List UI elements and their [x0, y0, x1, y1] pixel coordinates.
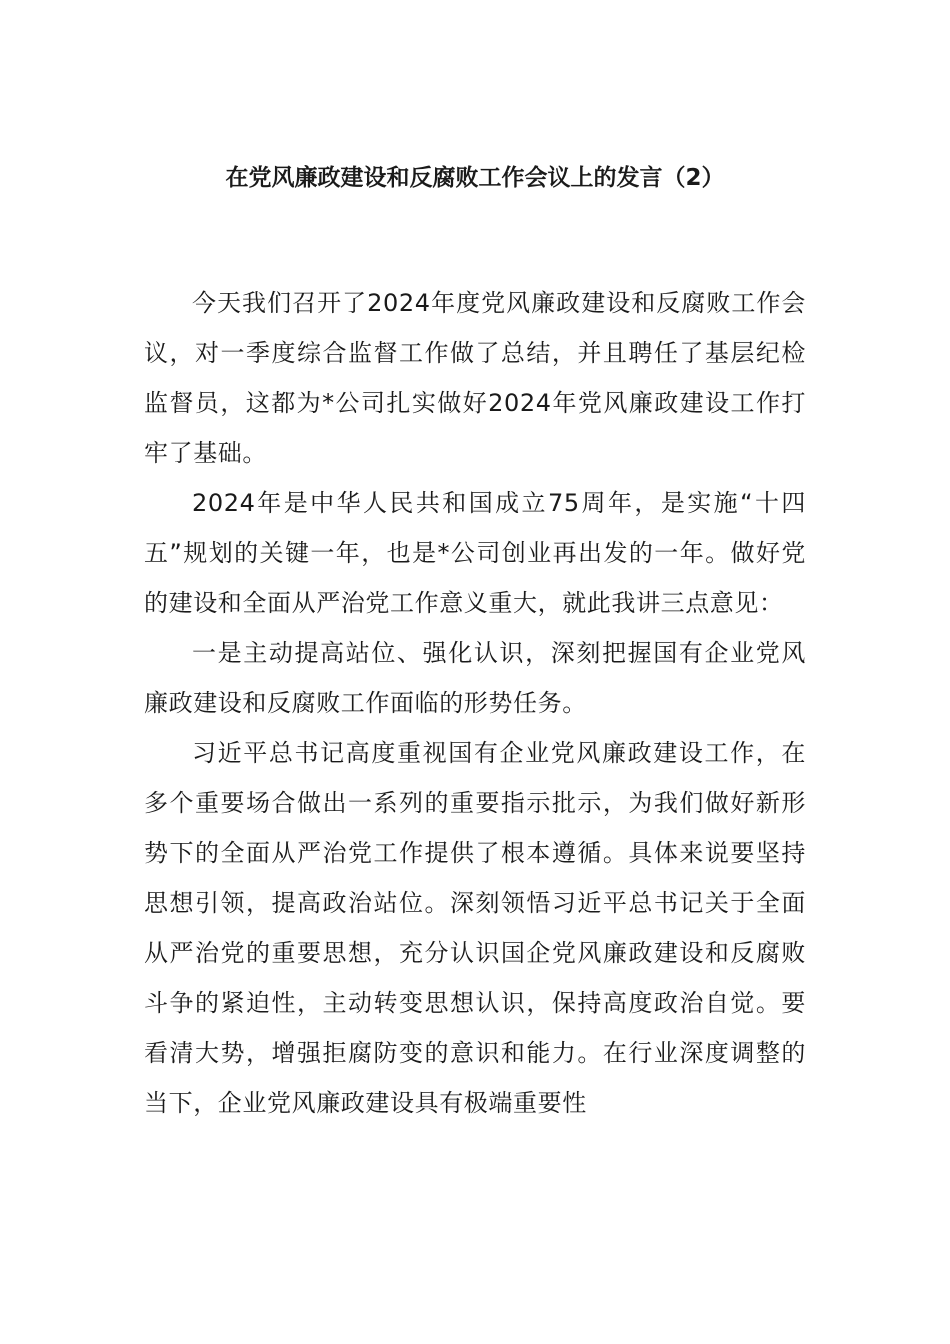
paragraph-4: 习近平总书记高度重视国有企业党风廉政建设工作，在多个重要场合做出一系列的重要指示批示，为我们做好新形势下的全面从严治党工作提供了根本遵循。具体来说要坚持思想引领，提高政治站位。深刻领悟习近平总书记关于全面从严治党的重要思想，充分认识国企党风廉政建设和反腐败斗争的紧迫性，主动转变思想认识，保持高度政治自觉。要看清大势，增强拒腐防变的意识和能力。在行业深度调整的当下，企业党风廉政建设具有极端重要性 [144, 739, 806, 1117]
paragraph-1: 今天我们召开了2024年度党风廉政建设和反腐败工作会议，对一季度综合监督工作做了总结，并且聘任了基层纪检监督员，这都为*公司扎实做好2024年党风廉政建设工作打牢了基础。 [144, 289, 806, 467]
paragraph-3: 一是主动提高站位、强化认识，深刻把握国有企业党风廉政建设和反腐败工作面临的形势任务。 [144, 639, 806, 717]
document-body [144, 278, 806, 1128]
paragraph-2: 2024年是中华人民共和国成立75周年，是实施“十四五”规划的关键一年，也是*公司创业再出发的一年。做好党的建设和全面从严治党工作意义重大，就此我讲三点意见： [144, 489, 806, 617]
document-title: 在党风廉政建设和反腐败工作会议上的发言（2） [225, 165, 725, 191]
